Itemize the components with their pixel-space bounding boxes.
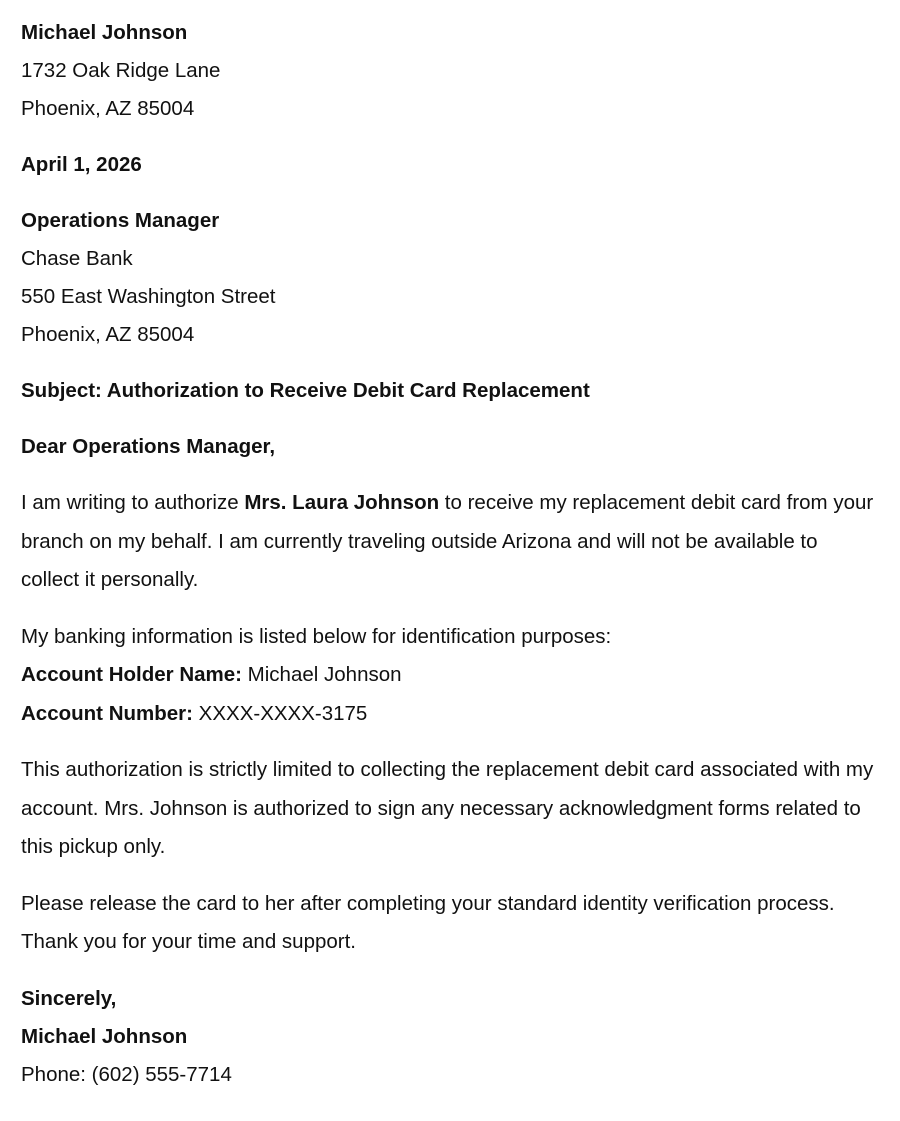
paragraph-1-text-after: to receive my replacement debit card from your branch on my behalf. I am currently traveling outside Arizona and will not be available to collect it personally. (21, 491, 874, 591)
recipient-organization: Chase Bank (21, 247, 133, 270)
closing-signature-block (21, 980, 875, 1094)
account-number-line (21, 695, 875, 734)
banking-information-block (21, 618, 875, 734)
account-number-label: Account Number: (21, 701, 193, 725)
salutation: Dear Operations Manager, (21, 435, 276, 458)
letter-date: April 1, 2026 (21, 153, 142, 176)
account-holder-label: Account Holder Name: (21, 663, 242, 686)
letter-date-block (21, 146, 875, 184)
body-paragraph-1 (21, 484, 875, 600)
salutation-block (21, 428, 875, 466)
subject-line: Subject: Authorization to Receive Debit Card Replacement (21, 379, 590, 402)
account-number-value: XXXX-XXXX-3175 (192, 701, 368, 725)
paragraph-1-text-before: I am writing to authorize (21, 491, 245, 514)
body-paragraph-3: Please release the card to her after completing your standard identity verification process. Thank you for your time and support. (21, 891, 835, 953)
sender-address-block (21, 14, 875, 128)
sender-street: 1732 Oak Ridge Lane (21, 59, 221, 82)
sender-city-state-zip: Phoenix, AZ 85004 (21, 97, 195, 120)
account-holder-value: Michael Johnson (241, 663, 402, 686)
recipient-title: Operations Manager (21, 209, 220, 232)
recipient-street: 550 East Washington Street (21, 285, 276, 308)
signer-phone: Phone: (602) 555-7714 (21, 1062, 232, 1086)
body-paragraph-2: This authorization is strictly limited to collecting the replacement debit card associated with my account. Mrs. Johnson is authorized to sign any necessary acknowledgment forms related to this pickup only. (21, 758, 874, 858)
banking-intro-line: My banking information is listed below for identification purposes: (21, 624, 612, 648)
recipient-address-block (21, 202, 875, 354)
recipient-city-state-zip: Phoenix, AZ 85004 (21, 323, 195, 346)
sign-off: Sincerely, (21, 986, 117, 1010)
account-holder-line (21, 656, 875, 695)
sender-name: Michael Johnson (21, 21, 188, 44)
signer-name: Michael Johnson (21, 1024, 188, 1048)
subject-block (21, 372, 875, 410)
authorized-person-name: Mrs. Laura Johnson (244, 491, 440, 514)
